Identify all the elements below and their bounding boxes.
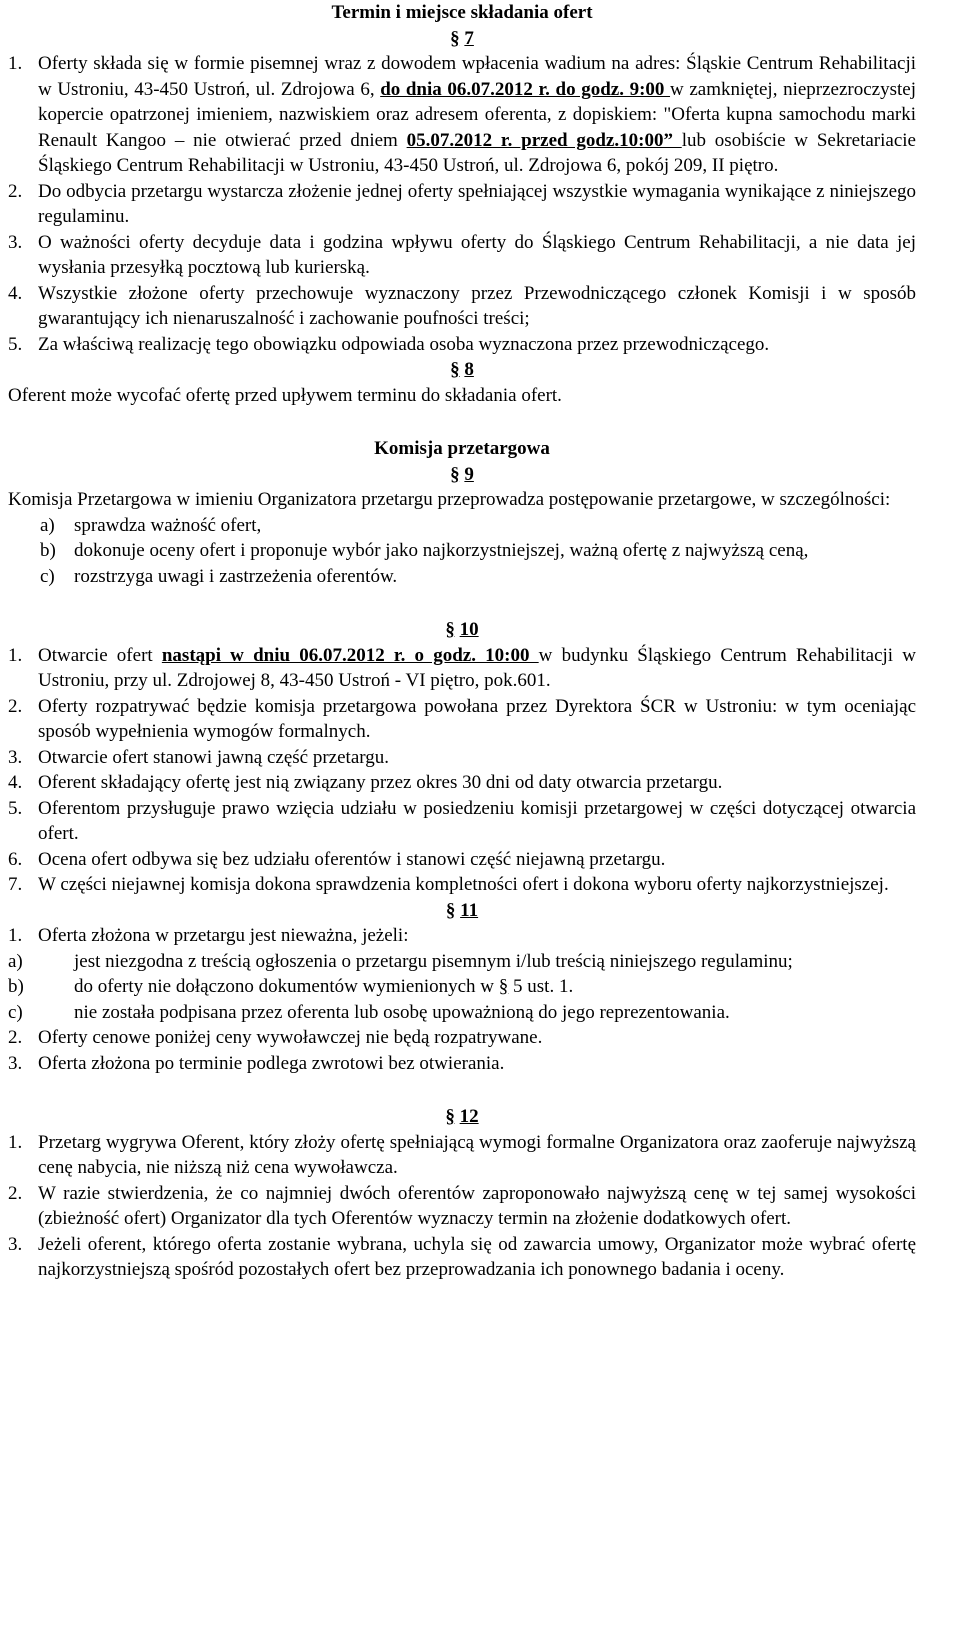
section-symbol: §: [450, 27, 460, 49]
item-number: 7.: [8, 874, 23, 895]
list-item: [8, 872, 916, 898]
item-text: Jeżeli oferent, którego oferta zostanie wybrana, uchyla się od zawarcia umowy, Organizator może wybrać ofertę najkorzystniejszą spośród pozostałych ofert bez przeprowadzania ich ponownego badania i oceny.: [38, 1233, 916, 1280]
document-page: [8, 0, 916, 1283]
opening-date-text: nastąpi w dniu 06.07.2012 r. o godz. 10:00: [161, 644, 539, 666]
list-subitem: [8, 949, 916, 975]
item-number: 3.: [8, 1233, 23, 1255]
item-number: 3.: [8, 746, 23, 768]
item-text: W razie stwierdzenia, że co najmniej dwóch oferentów zaproponowało najwyższą cenę w tej samej wysokości (zbieżność ofert) Organizator dla tych Oferentów wyznaczy termin na złożenie dodatkowych ofert.: [38, 1182, 916, 1229]
list-item: [8, 332, 916, 358]
spacer: [8, 1076, 916, 1104]
section-symbol: §: [450, 359, 460, 380]
paragraph-number: 12: [459, 1106, 479, 1127]
subitem-text: rozstrzyga uwagi i zastrzeżenia oferentów.: [74, 565, 398, 587]
subitem-text: sprawdza ważność ofert,: [74, 514, 262, 536]
item-number: 4.: [8, 282, 23, 304]
paragraph-10-heading: [8, 617, 916, 643]
item-text: W części niejawnej komisja dokona sprawdzenia kompletności ofert i dokona wyboru oferty najkorzystniejszej.: [38, 874, 889, 895]
list-item: [8, 51, 916, 179]
item-number: 1.: [8, 1131, 23, 1153]
item-number: 6.: [8, 848, 23, 870]
paragraph-text: Oferent może wycofać ofertę przed upływem terminu do składania ofert.: [8, 384, 562, 406]
item-text: Oferty składa się w formie pisemnej wraz z dowodem wpłacenia wadium na adres: Śląskie Centrum Rehabilitacji w Ustroniu, 43-450 Ustroń, ul. Zdrojowa 6,: [38, 53, 916, 100]
paragraph-7-heading: [8, 26, 916, 52]
subitem-letter: b): [40, 540, 56, 561]
item-number: 3.: [8, 1052, 23, 1074]
list-item: [8, 1051, 916, 1077]
item-number: 2.: [8, 1182, 23, 1204]
paragraph-number: 11: [460, 899, 479, 921]
subitem-letter: a): [40, 514, 55, 536]
item-text: Oferty rozpatrywać będzie komisja przetargowa powołana przez Dyrektora ŚCR w Ustroniu: w tym oceniając sposób wypełnienia wymogów formalnych.: [38, 695, 916, 742]
paragraph-11-heading: [8, 898, 916, 924]
item-number: 1.: [8, 644, 23, 666]
paragraph-12-heading: [8, 1104, 916, 1130]
item-text: Oferta złożona w przetargu jest nieważna, jeżeli:: [38, 925, 409, 946]
list-item: [8, 770, 916, 796]
paragraph-number: 8: [464, 359, 474, 380]
subitem-text: do oferty nie dołączono dokumentów wymienionych w: [74, 976, 499, 997]
item-text: w zamkniętej, nieprzezroczystej kopercie opatrzonej imieniem, nazwiskiem oraz adresem oferenta, z dopiskiem: "Oferta kupna samochodu marki Renault Kangoo – nie otwierać przed dniem: [38, 78, 916, 151]
item-number: 1.: [8, 53, 23, 74]
item-text: Oferentom przysługuje prawo wzięcia udziału w posiedzeniu komisji przetargowej w części dotyczącej otwarcia ofert.: [38, 797, 916, 844]
item-number: 2.: [8, 180, 23, 202]
item-text: O ważności oferty decyduje data i godzina wpływu oferty do Śląskiego Centrum Rehabilitacji, a nie data jej wysłania przesyłką pocztową lub kurierską.: [38, 231, 916, 278]
opening-note-text: 05.07.2012 r. przed godz.10:00”: [406, 129, 682, 151]
deadline-text: do dnia 06.07.2012 r. do godz. 9:00: [380, 78, 671, 100]
section-symbol: §: [450, 463, 460, 485]
item-text: Oferty cenowe poniżej ceny wywoławczej nie będą rozpatrywane.: [38, 1027, 543, 1048]
item-text: lub osobiście w Sekretariacie Śląskiego Centrum Rehabilitacji w Ustroniu, 43-450 Ustroń, ul. Zdrojowa 6, pokój 209, II piętro.: [38, 129, 916, 176]
list-item: [8, 923, 916, 949]
item-number: 2.: [8, 695, 23, 717]
list-item: [8, 1025, 916, 1051]
list-item: [8, 1130, 916, 1181]
paragraph-text: Komisja Przetargowa w imieniu Organizatora przetargu przeprowadza postępowanie przetargowe, w szczególności:: [8, 489, 891, 510]
item-text: Otwarcie ofert: [38, 644, 162, 666]
paragraph-number: 7: [464, 27, 474, 49]
item-number: 4.: [8, 772, 23, 793]
subitem-text: jest niezgodna z treścią ogłoszenia o przetargu pisemnym i/lub treścią niniejszego regulaminu;: [74, 950, 793, 972]
list-subitem: [8, 1000, 916, 1026]
subitem-letter: b): [8, 976, 24, 997]
spacer: [8, 408, 916, 436]
list-item: [8, 230, 916, 281]
spacer: [8, 589, 916, 617]
section-title: Termin i miejsce składania ofert: [331, 2, 593, 23]
list-item: [8, 179, 916, 230]
item-text: Za właściwą realizację tego obowiązku odpowiada osoba wyznaczona przez przewodniczącego.: [38, 333, 770, 355]
item-number: 3.: [8, 231, 23, 253]
paragraph-number: 9: [464, 463, 474, 485]
section-symbol: §: [445, 1106, 455, 1127]
item-text: Do odbycia przetargu wystarcza złożenie jednej oferty spełniającej wszystkie wymagania wynikające z niniejszego regulaminu.: [38, 180, 916, 227]
subitem-letter: a): [8, 950, 23, 972]
list-subitem: [8, 513, 916, 539]
item-text: w budynku Śląskiego Centrum Rehabilitacji w Ustroniu, przy ul. Zdrojowej 8, 43-450 Ustroń - VI piętro, pok.601.: [38, 644, 916, 691]
list-item: [8, 281, 916, 332]
paragraph-8-heading: [8, 357, 916, 383]
list-item: [8, 847, 916, 873]
paragraph-9-heading: [8, 462, 916, 488]
section-title: Komisja przetargowa: [374, 438, 550, 459]
subitem-letter: c): [8, 1001, 23, 1023]
item-number: 2.: [8, 1027, 23, 1048]
item-text: Wszystkie złożone oferty przechowuje wyznaczony przez Przewodniczącego członek Komisji i w sposób gwarantujący ich nienaruszalność i zachowanie poufności treści;: [38, 282, 916, 329]
list-item: [8, 1181, 916, 1232]
list-subitem: [8, 564, 916, 590]
item-number: 5.: [8, 797, 23, 819]
paragraph-number: 10: [459, 619, 479, 640]
item-text: Oferent składający ofertę jest nią związany przez okres 30 dni od daty otwarcia przetargu.: [38, 772, 723, 793]
list-item: [8, 796, 916, 847]
list-item: [8, 1232, 916, 1283]
list-item: [8, 745, 916, 771]
list-item: [8, 643, 916, 694]
item-number: 1.: [8, 925, 23, 946]
item-text: Ocena ofert odbywa się bez udziału oferentów i stanowi część niejawną przetargu.: [38, 848, 666, 870]
subitem-text: 5 ust. 1.: [508, 976, 574, 997]
item-text: Otwarcie ofert stanowi jawną część przetargu.: [38, 746, 389, 768]
item-text: Przetarg wygrywa Oferent, który złoży ofertę spełniającą wymogi formalne Organizatora oraz zaoferuje najwyższą cenę nabycia, nie niższą niż cena wywoławcza.: [38, 1131, 916, 1178]
subitem-text: nie została podpisana przez oferenta lub osobę upoważnioną do jego reprezentowania.: [74, 1001, 730, 1023]
list-subitem: [8, 974, 916, 1000]
section-symbol: §: [498, 976, 509, 997]
section-symbol: §: [445, 619, 455, 640]
subitem-letter: c): [40, 565, 55, 587]
item-number: 5.: [8, 333, 23, 355]
subitem-text: dokonuje oceny ofert i proponuje wybór jako najkorzystniejszej, ważną ofertę z najwyższą ceną,: [74, 540, 809, 561]
list-subitem: [8, 538, 916, 564]
item-text: Oferta złożona po terminie podlega zwrotowi bez otwierania.: [38, 1052, 505, 1074]
section-symbol: §: [445, 899, 456, 921]
list-item: [8, 694, 916, 745]
